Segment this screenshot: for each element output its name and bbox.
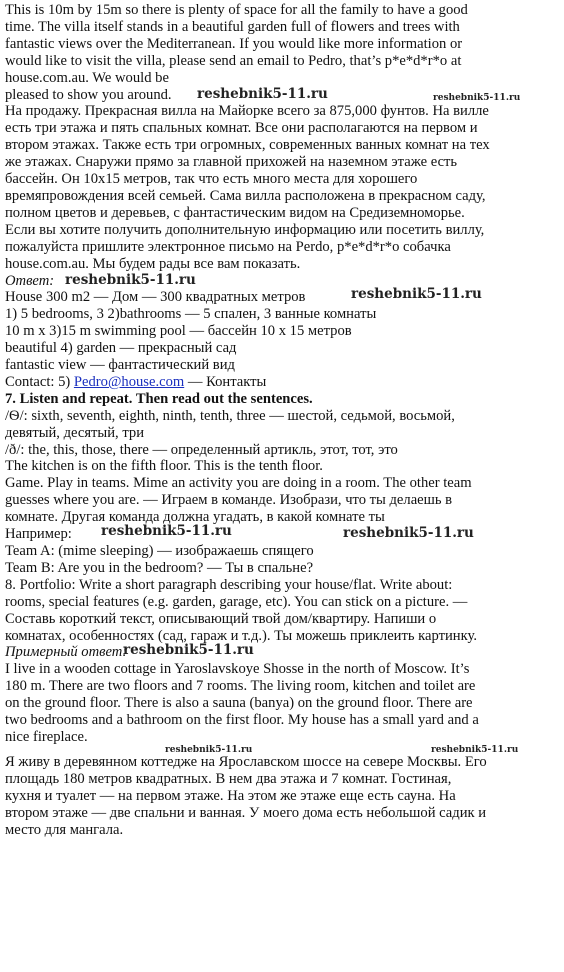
answer-item (5, 374, 561, 391)
text-fragment: Например: (5, 526, 72, 543)
text-line (5, 644, 561, 661)
text-line: втором этажах. Также есть три огромных, современных ванных комнат на тех (5, 137, 490, 154)
text-line: На продажу. Прекрасная вилла на Майорке всего за 875,000 фунтов. На вилле (5, 103, 489, 120)
text-line: Если вы хотите получить дополнительную информацию или посетить виллу, (5, 221, 485, 238)
text-line: /Ѳ/: sixth, seventh, eighth, ninth, tenth, three — шестой, седьмой, восьмой, (5, 407, 455, 424)
text-line: место для мангала. (5, 821, 124, 838)
answer-label: Ответ: (5, 272, 55, 289)
watermark: reshebnik5-11.ru (433, 92, 521, 103)
text-line: house.com.au. We would be (5, 69, 169, 86)
text-line: есть три этажа и пять спальных комнат. Все они располагаются на первом и (5, 120, 478, 137)
watermark: reshebnik5-11.ru (431, 744, 519, 755)
text-line: бассейн. Он 10x15 метров, так что есть много места для хорошего (5, 171, 418, 188)
text-line: time. The villa itself stands in a beautiful garden full of flowers and trees with (5, 18, 460, 35)
text-line (5, 286, 561, 306)
text-line: девятый, десятый, три (5, 424, 145, 441)
text-fragment: pleased to show you around. (5, 86, 172, 103)
text-line: втором этаже — две спальни и ванная. У моего дома есть небольшой садик и (5, 804, 487, 821)
text-line (5, 523, 561, 543)
watermark: reshebnik5-11.ru (165, 744, 253, 755)
text-line: Team A: (mime sleeping) — изображаешь спящего (5, 543, 314, 559)
exercise-8 (5, 577, 561, 645)
answer-section (5, 273, 561, 391)
answer-item: 1) 5 bedrooms, 3 2)bathrooms — 5 спален, 3 ванные комнаты (5, 306, 377, 323)
text-line: пожалуйста пришлите электронное письмо на Perdo, p*e*d*r*o собачка (5, 238, 451, 255)
contact-label: Contact: 5) (5, 373, 74, 390)
villa-description-ru (5, 103, 561, 272)
text-line: house.com.au. Мы будем рады все вам показать. (5, 255, 301, 272)
exercise-title: 7. Listen and repeat. Then read out the sentences. (5, 390, 313, 407)
text-line: площадь 180 метров квадратных. В нем два этажа и 7 комнат. Гостиная, (5, 770, 452, 787)
watermark: reshebnik5-11.ru (351, 286, 482, 303)
text-line: Составь короткий текст, описывающий твой дом/квартиру. Напиши о (5, 610, 437, 627)
watermark: reshebnik5-11.ru (65, 271, 196, 288)
exercise-7 (5, 391, 561, 476)
text-line: fantastic views over the Mediterranean. If you would like more information or (5, 35, 463, 52)
text-line: времяпровождения всей семьей. Сама вилла расположена в прекрасном саду, (5, 187, 486, 204)
text-line: 180 m. There are two floors and 7 rooms. The living room, kitchen and toilet are (5, 678, 476, 695)
text-line: полном цветов и деревьев, с фантастическим видом на Средиземноморье. (5, 204, 465, 221)
text-line: 8. Portfolio: Write a short paragraph describing your house/flat. Write about: (5, 576, 453, 593)
watermark: reshebnik5-11.ru (123, 642, 254, 659)
text-line: /ð/: the, this, those, there — определенный артикль, этот, тот, это (5, 441, 398, 458)
text-line: two bedrooms and a bathroom on the first floor. My house has a small yard and a (5, 712, 479, 729)
text-line: on the ground floor. There is also a sauna (banya) on the ground floor. There are (5, 695, 473, 712)
text-line: комнате. Другая команда должна угадать, в какой комнате ты (5, 509, 385, 526)
text-line: rooms, special features (e.g. garden, garage, etc). You can stick on a picture. — (5, 593, 468, 610)
text-line: Game. Play in teams. Mime an activity you are doing in a room. The other team (5, 475, 472, 492)
answer-item: fantastic view — фантастический вид (5, 357, 235, 374)
contact-translation: — Контакты (184, 373, 267, 390)
sample-answer (5, 644, 561, 838)
answer-item: 10 m x 3)15 m swimming pool — бассейн 10 x 15 метров (5, 323, 352, 340)
text-line: Team B: Are you in the bedroom? — Ты в спальне? (5, 559, 314, 576)
text-line: Я живу в деревянном коттедже на Ярославском шоссе на севере Москвы. Его (5, 753, 487, 770)
text-line: This is 10m by 15m so there is plenty of space for all the family to have a good (5, 2, 468, 18)
text-line: would like to visit the villa, please send an email to Pedro, that’s p*e*d*r*o at (5, 52, 462, 69)
text-line: nice fireplace. (5, 728, 88, 745)
spacer (5, 746, 561, 754)
text-line: guesses where you are. — Играем в команде. Изобрази, что ты делаешь в (5, 492, 453, 509)
watermark: reshebnik5-11.ru (101, 523, 232, 540)
sample-label: Примерный ответ: (5, 644, 128, 661)
text-line: The kitchen is on the fifth floor. This is the tenth floor. (5, 458, 323, 475)
text-line: комнатах, особенностях (сад, гараж и т.д.). Ты можешь приклеить картинку. (5, 627, 477, 644)
villa-description-en (5, 2, 561, 103)
text-line: кухня и туалет — на первом этаже. На этом же этаже еще есть сауна. На (5, 787, 456, 804)
watermark: reshebnik5-11.ru (197, 85, 328, 102)
email-link[interactable]: Pedro@house.com (73, 373, 185, 390)
text-line (5, 87, 561, 104)
watermark: reshebnik5-11.ru (343, 525, 474, 542)
game-section (5, 475, 561, 576)
answer-item: beautiful 4) garden — прекрасный сад (5, 340, 237, 357)
answer-item: House 300 m2 — Дом — 300 квадратных метров (5, 289, 306, 306)
text-line: I live in a wooden cottage in Yaroslavskoye Shosse in the north of Moscow. It’s (5, 661, 470, 678)
text-line: же этажах. Снаружи прямо за главной прихожей на наземном этаже есть (5, 154, 458, 171)
